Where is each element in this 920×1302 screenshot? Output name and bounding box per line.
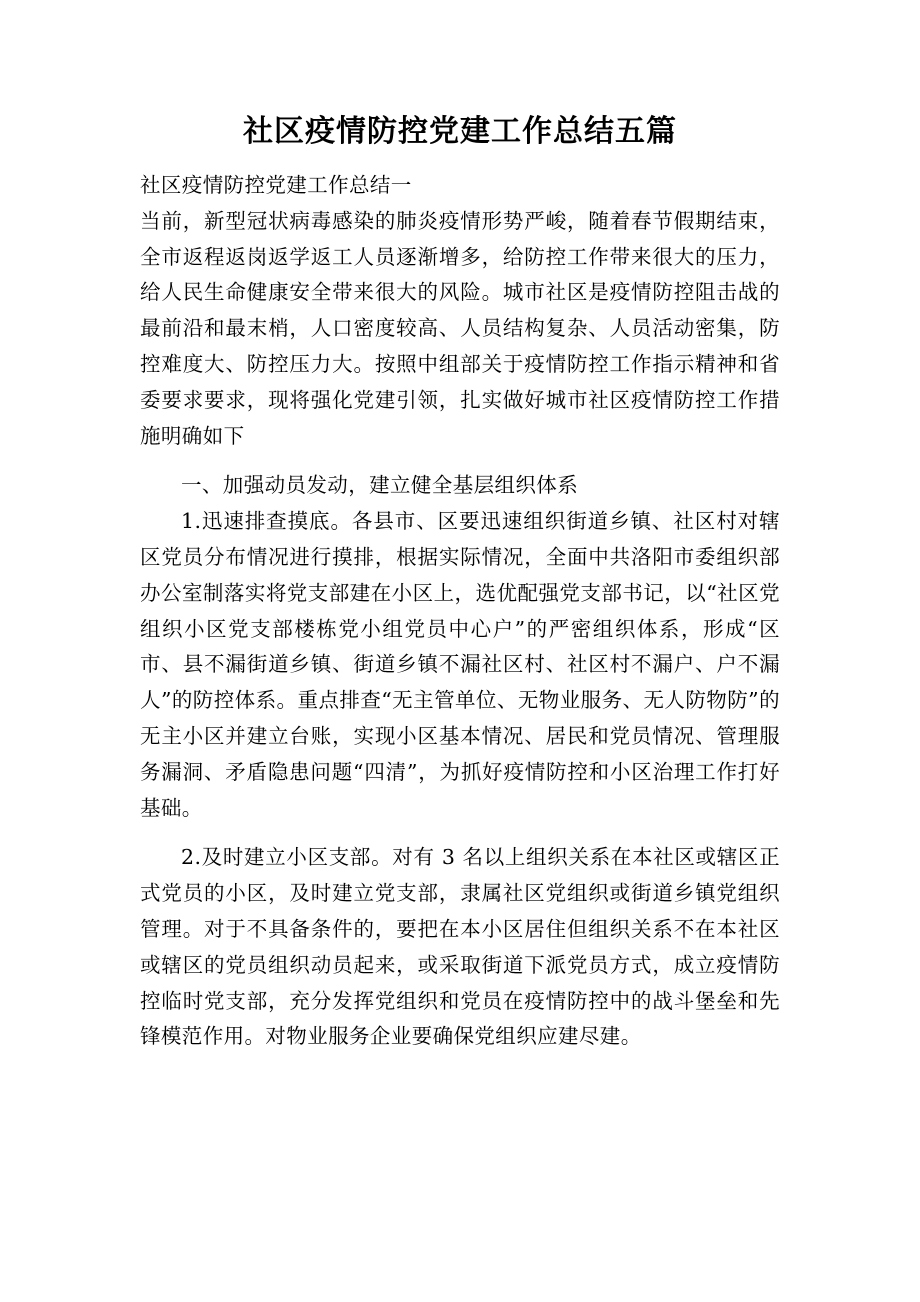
item-2-paragraph: 2.及时建立小区支部。对有 3 名以上组织关系在本社区或辖区正式党员的小区，及时建立党支部，隶属社区党组织或街道乡镇党组织管理。对于不具备条件的，要把在本小区居住但组织关系不在本社区或辖区的党员组织动员起来，或采取街道下派党员方式，成立疫情防控临时党支部，充分发挥党组织和党员在疫情防控中的战斗堡垒和先锋模范作用。对物业服务企业要确保党组织应建尽建。 [140,845,780,1049]
document-title: 社区疫情防控党建工作总结五篇 [243,114,677,149]
document-subtitle: 社区疫情防控党建工作总结一 [140,173,412,197]
item-1-paragraph: 1.迅速排查摸底。各县市、区要迅速组织街道乡镇、社区村对辖区党员分布情况进行摸排，根据实际情况，全面中共洛阳市委组织部办公室制落实将党支部建在小区上，选优配强党支部书记，以“社区党组织小区党支部楼栋党小组党员中心户”的严密组织体系，形成“区市、县不漏街道乡镇、街道乡镇不漏社区村、社区村不漏户、户不漏人”的防控体系。重点排查“无主管单位、无物业服务、无人防物防”的无主小区并建立台账，实现小区基本情况、居民和党员情况、管理服务漏洞、矛盾隐患问题“四清”，为抓好疫情防控和小区治理工作打好基础。 [140,509,780,820]
intro-paragraph: 当前，新型冠状病毒感染的肺炎疫情形势严峻，随着春节假期结束，全市返程返岗返学返工人员逐渐增多，给防控工作带来很大的压力，给人民生命健康安全带来很大的风险。城市社区是疫情防控阻击战的最前沿和最末梢，人口密度较高、人员结构复杂、人员活动密集，防控难度大、防控压力大。按照中组部关于疫情防控工作指示精神和省委要求要求，现将强化党建引领，扎实做好城市社区疫情防控工作措施明确如下 [140,208,780,448]
document-body [140,168,780,1055]
section-heading-1: 一、加强动员发动，建立健全基层组织体系 [181,473,579,498]
